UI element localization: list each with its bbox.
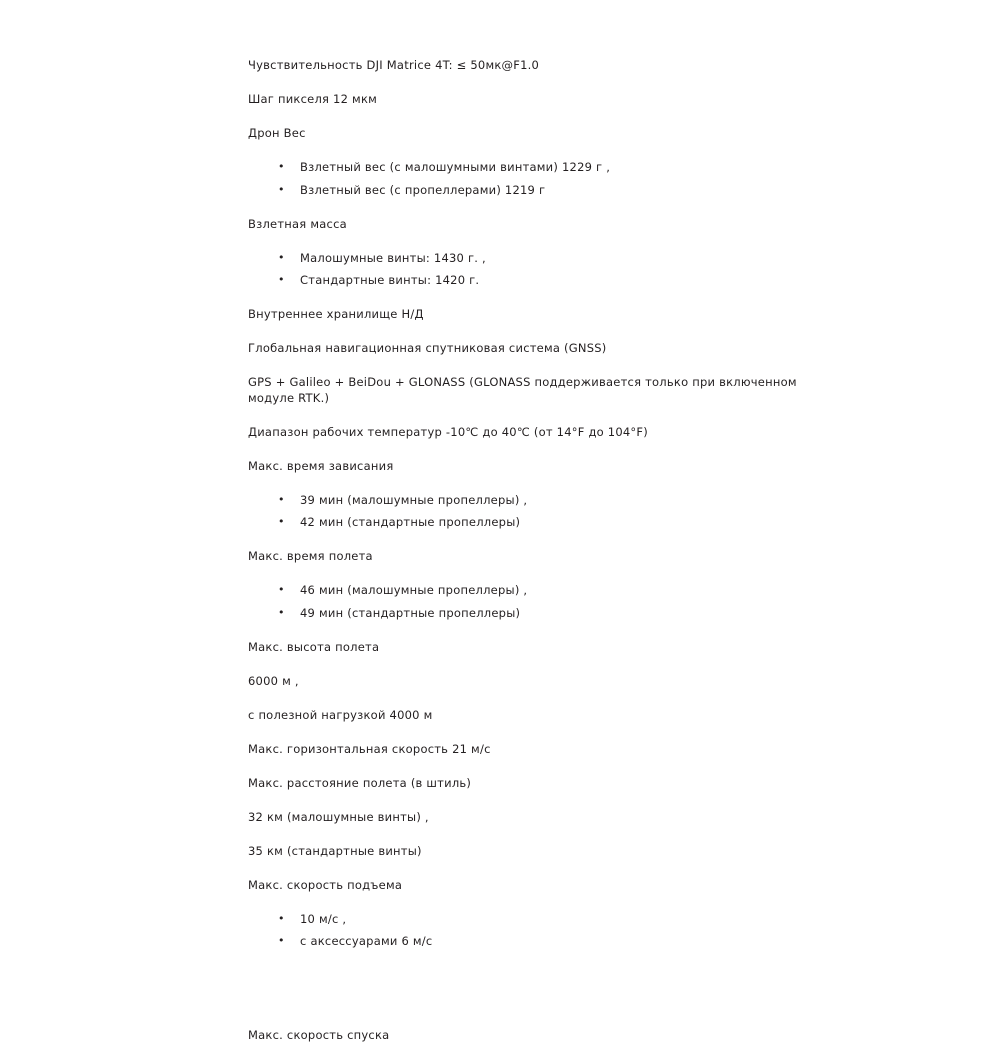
vertical-spacer (248, 968, 820, 1028)
bullet-icon: • (278, 160, 285, 174)
list-item (278, 182, 820, 199)
list-item (278, 515, 820, 531)
bullet-list (248, 251, 820, 289)
paragraph: Чувствительность DJI Matrice 4T: ≤ 50мк@F1.0 (248, 58, 540, 72)
list-item-label: Малошумные винты: 1430 г. , (300, 250, 486, 265)
bullet-icon: • (278, 605, 285, 619)
bullet-list (248, 160, 820, 198)
bullet-icon: • (278, 934, 285, 948)
paragraph: Глобальная навигационная спутниковая система (GNSS) (248, 341, 607, 356)
bullet-icon: • (278, 583, 285, 597)
list-item-label: 39 мин (малошумные пропеллеры) , (300, 492, 528, 507)
paragraph: Взлетная масса (248, 216, 347, 231)
list-item (278, 492, 820, 509)
paragraph: GPS + Galileo + BeiDou + GLONASS (GLONASS поддерживается только при включенном модуле RTK.) (248, 375, 797, 405)
paragraph: Внутреннее хранилище Н/Д (248, 307, 424, 322)
paragraph: Макс. расстояние полета (в штиль) (248, 775, 472, 790)
list-item-label: с аксессуарами 6 м/с (300, 934, 433, 949)
list-item-label: Взлетный вес (с пропеллерами) 1219 г (300, 182, 546, 197)
list-item-label: 10 м/с , (300, 911, 347, 926)
list-item (278, 911, 820, 928)
list-item-label: 46 мин (малошумные пропеллеры) , (300, 583, 528, 598)
paragraph: Шаг пикселя 12 мкм (248, 92, 378, 107)
paragraph: Макс. скорость подъема (248, 877, 403, 892)
paragraph: Макс. высота полета (248, 639, 380, 654)
paragraph: Макс. горизонтальная скорость 21 м/с (248, 741, 491, 756)
paragraph: Диапазон рабочих температур -10℃ до 40℃ (от 14°F до 104°F) (248, 424, 648, 439)
bullet-list (248, 912, 820, 950)
bullet-icon: • (278, 515, 285, 529)
paragraph: с полезной нагрузкой 4000 м (248, 707, 433, 722)
list-item (278, 583, 820, 599)
paragraph: Макс. скорость спуска (248, 1028, 390, 1043)
bullet-icon: • (278, 911, 285, 925)
paragraph: 35 км (стандартные винты) (248, 843, 422, 858)
list-item (278, 934, 820, 950)
list-item (278, 160, 820, 176)
paragraph: 6000 м , (248, 673, 299, 688)
list-item (278, 250, 820, 267)
list-item-label: 49 мин (стандартные пропеллеры) (300, 605, 521, 620)
list-item (278, 605, 820, 622)
bullet-list (248, 583, 820, 621)
paragraph: 32 км (малошумные винты) , (248, 809, 429, 824)
paragraph: Дрон Вес (248, 126, 306, 141)
paragraph: Макс. время зависания (248, 458, 394, 473)
bullet-icon: • (278, 182, 285, 196)
bullet-list (248, 493, 820, 531)
bullet-icon: • (278, 492, 285, 506)
bullet-icon: • (278, 250, 285, 264)
paragraph: Макс. время полета (248, 549, 373, 564)
list-item-label: Стандартные винты: 1420 г. (300, 273, 480, 288)
list-item (278, 273, 820, 289)
list-item-label: Взлетный вес (с малошумными винтами) 1229 г , (300, 160, 611, 175)
bullet-icon: • (278, 273, 285, 287)
list-item-label: 42 мин (стандартные пропеллеры) (300, 515, 521, 530)
document-body (248, 58, 820, 1044)
